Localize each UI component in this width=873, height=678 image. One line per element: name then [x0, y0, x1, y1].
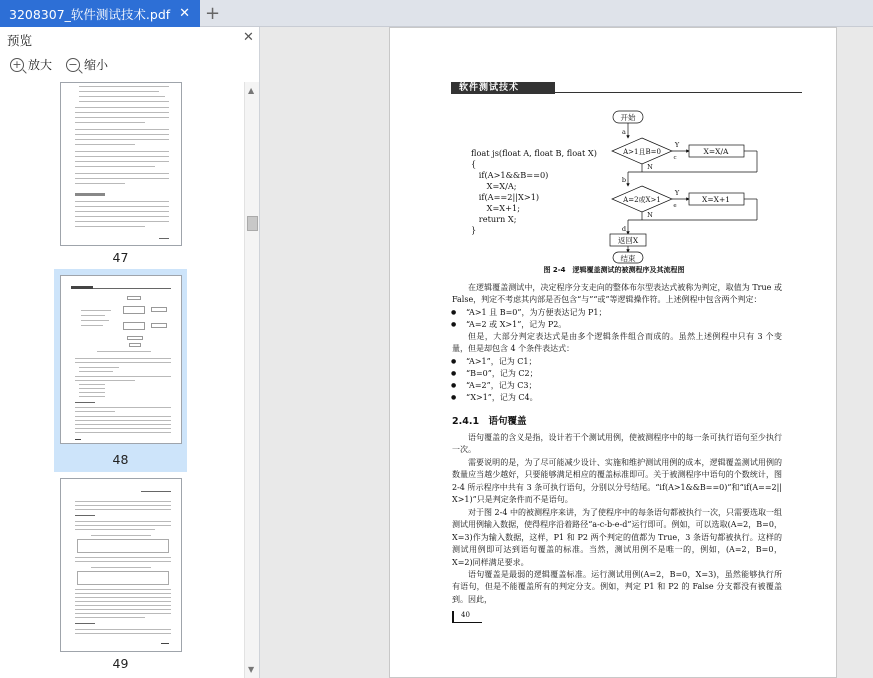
svg-text:A=2或X>1: A=2或X>1 [623, 196, 661, 204]
book-title-banner: 软件测试技术 [451, 82, 555, 94]
close-tab-icon[interactable]: ✕ [179, 6, 190, 21]
list-item: ● “A=2 或 X>1”，记为 P2。 [466, 319, 566, 331]
paragraph: 语句覆盖的含义是指，设计若干个测试用例，使被测程序中的每一条可执行语句至少执行一次。 [452, 433, 782, 455]
svg-text:开始: 开始 [620, 113, 636, 122]
sidebar-title: 预览 [7, 33, 33, 48]
page-footer [452, 611, 482, 623]
paragraph: 在逻辑覆盖测试中，决定程序分支走向的整体布尔型表达式被称为判定，取值为 True 或 False，判定不考虑其内部是否包含“与”“或”等逻辑操作符。上述例程中包含两个判定： [452, 283, 782, 305]
thumbnail-page-number: 49 [112, 656, 129, 671]
zoom-in-label: 放大 [28, 58, 53, 72]
scroll-down-arrow-icon[interactable]: ▼ [248, 665, 255, 674]
list-item: ● “B=0”，记为 C2； [466, 368, 538, 380]
close-sidebar-icon[interactable]: ✕ [243, 30, 254, 45]
document-tab[interactable] [0, 0, 200, 27]
tab-bar [0, 0, 873, 27]
paragraph: 对于图 2-4 中的被测程序来讲，为了使程序中的每条语句都被执行一次，只需要选取一组测试用例输入数据，使得程序沿着路径“a-c-b-e-d”运行即可。例如，可以选取(A=2，B=0，X=3)作为输入数据，这样，P1 和 P2 两个判定的值都为 True，3 条语句都被执行。这样的测试用例即可达到语句覆盖的标准。当然，测试用例不是唯一的，例如，(A=2，B=0，X=2)同样满足要求。 [452, 508, 782, 567]
thumbnail-page-number: 48 [112, 452, 129, 467]
zoom-out-icon: − [66, 58, 80, 72]
svg-text:结束: 结束 [620, 254, 636, 263]
list-item: ● “A>1”，记为 C1； [466, 356, 536, 368]
sidebar-scrollbar[interactable] [244, 82, 259, 678]
scrollbar-thumb[interactable] [247, 216, 258, 231]
tab-title: 3208307_软件测试技术.pdf [9, 6, 171, 22]
zoom-out-label: 缩小 [84, 58, 109, 72]
paragraph: 需要说明的是，为了尽可能减少设计、实施和维护测试用例的成本，逻辑覆盖测试用例的数量应当越少越好，只要能够满足相应的覆盖标准即可。关于被测程序中语句的个数统计，图 2-4 所示程序中共有 3 条可执行语句，分别以分号结尾。“if(A>1&&B==0)”和“if(A==2|| X>1)”只是判定条件而不是语句。 [452, 458, 782, 505]
svg-text:X=X/A: X=X/A [703, 147, 729, 156]
svg-text:A>1且B=0: A>1且B=0 [623, 148, 661, 156]
scroll-up-arrow-icon[interactable]: ▲ [248, 86, 255, 95]
zoom-in-button[interactable] [10, 56, 52, 73]
svg-text:Y: Y [674, 189, 680, 197]
thumbnail-page-47[interactable] [54, 82, 187, 267]
thumbnail-page-49[interactable] [54, 478, 187, 674]
page-number: 40 [461, 611, 470, 619]
list-item: ● “A=2”，记为 C3； [466, 380, 536, 392]
thumbnail-list [0, 82, 244, 678]
paragraph: 语句覆盖是最弱的逻辑覆盖标准。运行测试用例(A=2，B=0，X=3)，虽然能够执行所有语句，但是不能覆盖所有的判定分支。例如，判定 P1 和 P2 的 False 分支都没有被覆盖到。因此， [452, 570, 782, 604]
thumbnail-page-number: 47 [112, 250, 129, 265]
svg-text:e: e [673, 203, 677, 209]
pdf-page [389, 27, 837, 678]
thumbnail-image [60, 478, 182, 652]
svg-text:返回X: 返回X [617, 236, 639, 245]
viewer-scrollbar[interactable] [861, 27, 873, 678]
figure-caption: 图 2-4 逻辑覆盖测试的被测程序及其流程图 [543, 266, 685, 274]
zoom-out-button[interactable] [66, 56, 108, 73]
new-tab-button[interactable]: + [205, 3, 221, 24]
svg-text:c: c [673, 155, 677, 161]
thumbnail-image [60, 275, 182, 444]
zoom-controls [10, 56, 108, 73]
preview-sidebar [0, 27, 260, 678]
list-item: ● “A>1 且 B=0”，为方便表达记为 P1； [466, 307, 607, 319]
code-listing: float js(float A, float B, float X) { if(A>1&&B==0) X=X/A; if(A==2||X>1) X=X+1; return X; } [471, 148, 597, 235]
document-viewer[interactable] [261, 27, 873, 678]
svg-text:b: b [621, 176, 627, 184]
svg-text:a: a [622, 128, 626, 136]
thumbnail-page-48[interactable] [54, 269, 187, 472]
zoom-in-icon: + [10, 58, 24, 72]
thumbnail-image [60, 82, 182, 246]
svg-text:N: N [647, 163, 653, 171]
section-heading: 2.4.1 语句覆盖 [452, 416, 527, 427]
paragraph: 但是，大部分判定表达式是由多个逻辑条件组合而成的。虽然上述例程中只有 3 个变量，但是却包含 4 个条件表达式： [452, 332, 782, 354]
svg-text:X=X+1: X=X+1 [701, 195, 731, 204]
page-header [451, 82, 802, 94]
svg-text:Y: Y [674, 141, 680, 149]
list-item: ● “X>1”，记为 C4。 [466, 392, 538, 404]
flowchart [605, 110, 775, 264]
svg-text:N: N [647, 211, 653, 219]
svg-text:d: d [621, 225, 627, 233]
